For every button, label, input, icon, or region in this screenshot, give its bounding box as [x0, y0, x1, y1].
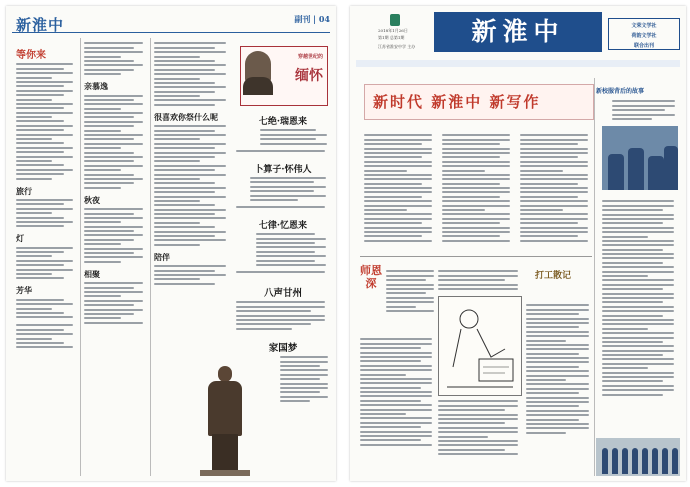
lead-article-col-1: [364, 132, 436, 244]
publisher-tag-box: [608, 18, 680, 50]
vertical-headline: 师恩深: [360, 264, 382, 290]
left-column-1: [16, 40, 76, 351]
portrait-image: [245, 51, 271, 83]
poem-title: 亲慕逸: [84, 81, 108, 92]
teacher-story-col-4: [438, 398, 522, 457]
lead-article-col-3: [520, 132, 592, 244]
side-story-heading: 新校服背后的故事: [596, 88, 645, 95]
column-divider: [80, 38, 81, 476]
lead-headline: 新时代 新淮中 新写作: [373, 93, 541, 111]
lead-byline: [364, 124, 365, 129]
poem-title: 旅行: [16, 185, 32, 196]
banner-subtitle: 穿越世纪的: [297, 54, 323, 60]
work-notes-body: [526, 302, 592, 436]
poem-title: 八声甘州: [263, 288, 302, 300]
page-section-label: 副刊: [294, 14, 311, 24]
group-photo: [596, 438, 680, 476]
left-column-2: [84, 40, 146, 326]
feature-banner: [240, 46, 328, 106]
teacher-story-col-2: [360, 336, 436, 448]
right-page: [350, 6, 686, 481]
banner-title: 缅怀: [295, 68, 323, 84]
work-notes-heading: 打工散记: [534, 271, 571, 281]
article-lines: [16, 63, 76, 179]
poem-title: 七律·忆恩来: [258, 220, 308, 231]
side-story-body: [602, 198, 678, 398]
students-photo: [602, 126, 678, 190]
left-header-rule: [12, 32, 330, 33]
school-logo-icon: [390, 14, 400, 26]
info-bar: [356, 60, 680, 67]
poem-title: 七绝·瑞恩来: [258, 117, 308, 127]
statue-photo: [198, 366, 252, 476]
poem-title: 家国梦: [268, 342, 298, 354]
left-masthead: 新淮中: [16, 16, 65, 34]
teacher-story-col-3: [438, 268, 522, 292]
illustration: [438, 296, 522, 396]
issue-date: 2018年1月26日: [378, 28, 408, 33]
page-number: 04: [318, 14, 330, 24]
side-story-intro: [612, 98, 678, 122]
poem-title: 很喜欢你祭什么呢: [154, 111, 218, 122]
section-heading: 等你来: [16, 50, 46, 61]
section-divider: [360, 256, 592, 257]
lead-article-col-2: [442, 132, 514, 244]
photo-caption: [650, 427, 651, 431]
poem-title: 芳华: [16, 285, 32, 296]
poem-title: 秋夜: [84, 194, 100, 205]
lead-headline-box: [364, 84, 594, 120]
right-masthead: 新淮中: [434, 12, 602, 52]
poem-title: 卜算子·怀伟人: [254, 164, 312, 175]
left-page-label: 副刊 | 04: [294, 14, 330, 24]
column-divider: [150, 38, 151, 476]
left-header-strip: [156, 17, 256, 21]
left-column-4: [236, 108, 330, 404]
poem-title: 相聚: [84, 268, 100, 279]
poem-title: 灯: [16, 233, 24, 244]
column-divider: [594, 78, 595, 476]
tag-line: 荷韵文学社: [631, 33, 657, 39]
poem-title: 陪伴: [154, 251, 170, 262]
teacher-story-col-1: [386, 268, 436, 314]
issue-number: 第1期 总第1期: [378, 35, 405, 40]
tag-line: 联合出刊: [633, 43, 654, 49]
tag-line: 文荣文学社: [631, 23, 657, 29]
left-column-3: [154, 40, 230, 287]
sketch-drawing: [439, 297, 521, 395]
left-page: [6, 6, 336, 481]
publisher: 江苏省淮安中学 主办: [378, 44, 416, 49]
